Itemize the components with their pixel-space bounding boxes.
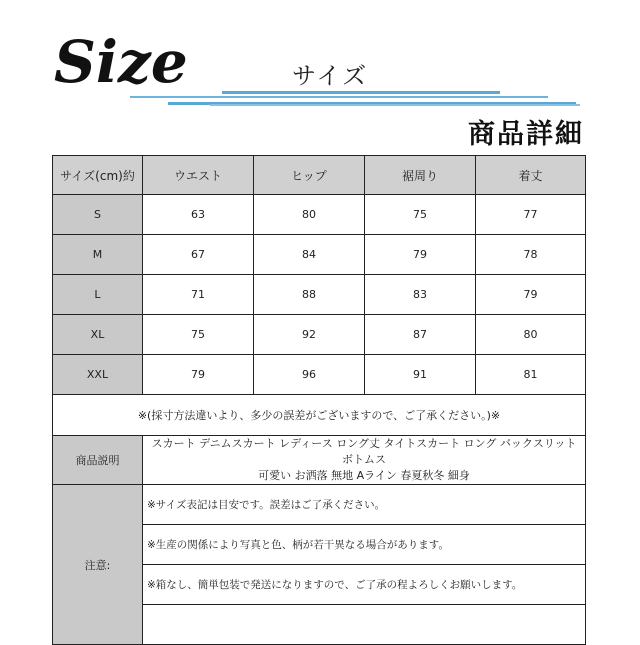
description-text (143, 436, 586, 485)
measurement-note-row (53, 395, 586, 436)
table-cell: 78 (476, 235, 586, 275)
table-cell: 81 (476, 355, 586, 395)
column-header: 裾周り (365, 156, 476, 195)
table-header-row (53, 156, 586, 195)
table-cell: 87 (365, 315, 476, 355)
table-cell: 83 (365, 275, 476, 315)
description-line: 可愛い お洒落 無地 Aライン 春夏秋冬 細身 (258, 469, 470, 482)
size-label: XL (53, 315, 143, 355)
column-header: サイズ(cm)約 (53, 156, 143, 195)
table-cell: 75 (143, 315, 254, 355)
table-cell: 71 (143, 275, 254, 315)
caution-label: 注意: (53, 485, 143, 645)
table-cell: 77 (476, 195, 586, 235)
size-label: S (53, 195, 143, 235)
decorative-line (210, 104, 580, 106)
decorative-line (130, 96, 548, 98)
size-label: M (53, 235, 143, 275)
size-label: L (53, 275, 143, 315)
column-header: ウエスト (143, 156, 254, 195)
column-header: ヒップ (254, 156, 365, 195)
caution-item (143, 605, 586, 645)
table-row (53, 315, 586, 355)
table-row (53, 355, 586, 395)
decorative-line (222, 91, 500, 94)
description-label: 商品説明 (53, 436, 143, 485)
table-cell: 79 (143, 355, 254, 395)
table-cell: 75 (365, 195, 476, 235)
table-cell: 79 (476, 275, 586, 315)
measurement-note: ※(採寸方法違いより、多少の誤差がございますので、ご了承ください。)※ (53, 395, 586, 436)
caution-item: ※箱なし、簡単包装で発送になりますので、ご了承の程よろしくお願いします。 (143, 565, 586, 605)
table-cell: 92 (254, 315, 365, 355)
table-cell: 79 (365, 235, 476, 275)
table-cell: 88 (254, 275, 365, 315)
description-row (53, 436, 586, 485)
size-label: XXL (53, 355, 143, 395)
table-cell: 80 (254, 195, 365, 235)
page-heading: 商品詳細 (468, 119, 584, 150)
table-cell: 80 (476, 315, 586, 355)
subtitle: サイズ (292, 62, 369, 90)
column-header: 着丈 (476, 156, 586, 195)
caution-item: ※生産の関係により写真と色、柄が若干異なる場合があります。 (143, 525, 586, 565)
table-cell: 67 (143, 235, 254, 275)
table-row (53, 235, 586, 275)
caution-item: ※サイズ表記は目安です。誤差はご了承ください。 (143, 485, 586, 525)
logo-text: Size (54, 28, 188, 96)
caution-row (53, 485, 586, 525)
table-row (53, 275, 586, 315)
table-cell: 91 (365, 355, 476, 395)
size-table (52, 155, 586, 645)
table-cell: 63 (143, 195, 254, 235)
description-line: スカート デニムスカート レディース ロング丈 タイトスカート ロング バックスリット ボトムス (151, 437, 577, 466)
table-cell: 96 (254, 355, 365, 395)
table-cell: 84 (254, 235, 365, 275)
table-row (53, 195, 586, 235)
